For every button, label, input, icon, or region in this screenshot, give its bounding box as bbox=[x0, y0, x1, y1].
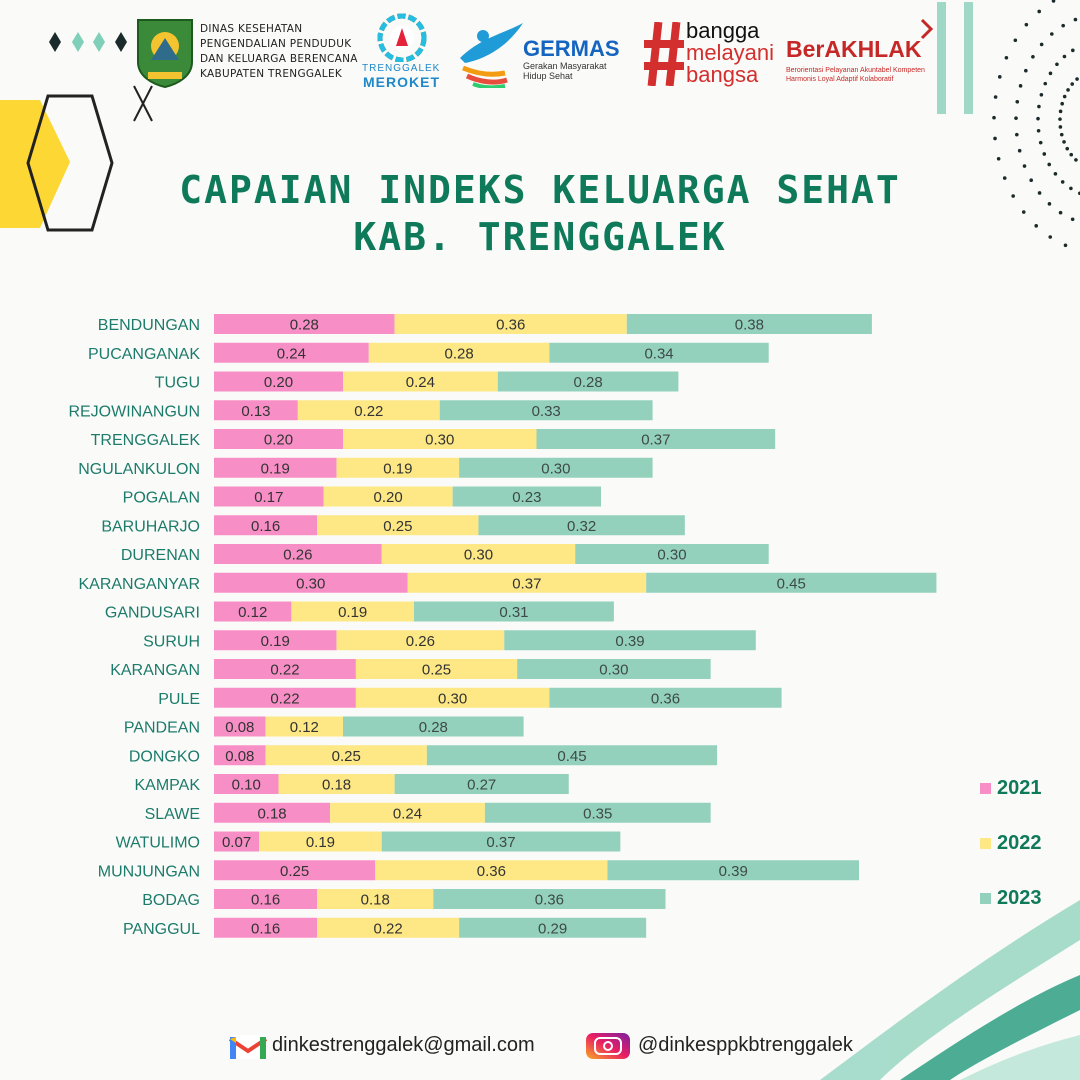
data-label-2021: 0.18 bbox=[257, 805, 287, 823]
category-label: TUGU bbox=[154, 374, 200, 392]
legend-label-2022: 2022 bbox=[997, 832, 1042, 854]
data-label-2023: 0.30 bbox=[599, 661, 629, 679]
data-label-2021: 0.16 bbox=[250, 891, 281, 909]
berakhlak-title: BerAKHLAK bbox=[786, 36, 922, 62]
data-label-2023: 0.32 bbox=[567, 517, 597, 535]
category-label: PUCANGANAK bbox=[87, 345, 200, 363]
category-label: WATULIMO bbox=[115, 834, 200, 852]
data-label-2021: 0.12 bbox=[238, 604, 268, 621]
data-label-2021: 0.22 bbox=[270, 661, 300, 679]
category-label: TRENGGALEK bbox=[90, 432, 200, 449]
agency-line: KABUPATEN TRENGGALEK bbox=[200, 68, 343, 80]
category-label: PULE bbox=[158, 690, 200, 708]
data-label-2023: 0.28 bbox=[573, 374, 603, 391]
instagram-icon bbox=[584, 1031, 632, 1061]
data-label-2021: 0.10 bbox=[231, 776, 261, 794]
data-label-2022: 0.24 bbox=[392, 805, 423, 823]
category-label: SURUH bbox=[143, 633, 200, 651]
category-label: PANDEAN bbox=[123, 719, 200, 737]
legend-swatch-2022 bbox=[980, 838, 991, 849]
data-label-2022: 0.36 bbox=[496, 316, 526, 334]
data-label-2022: 0.36 bbox=[476, 862, 506, 880]
data-label-2021: 0.13 bbox=[241, 402, 271, 420]
berakhlak-sub1: Berorientasi Pelayanan Akuntabel Kompeten bbox=[786, 67, 925, 74]
category-label: SLAWE bbox=[144, 805, 200, 823]
category-label: BENDUNGAN bbox=[97, 317, 200, 334]
category-label: DURENAN bbox=[120, 547, 200, 564]
data-label-2022: 0.19 bbox=[338, 604, 368, 621]
data-label-2023: 0.30 bbox=[541, 460, 571, 478]
data-label-2023: 0.23 bbox=[512, 489, 542, 506]
agency-line: DAN KELUARGA BERENCANA bbox=[200, 53, 358, 65]
category-label: BARUHARJO bbox=[101, 518, 200, 536]
data-label-2022: 0.25 bbox=[383, 517, 413, 535]
data-label-2022: 0.37 bbox=[512, 575, 542, 593]
data-label-2021: 0.25 bbox=[280, 862, 310, 880]
data-label-2023: 0.45 bbox=[557, 747, 587, 765]
category-label: GANDUSARI bbox=[104, 604, 200, 622]
legend-label-2023: 2023 bbox=[997, 887, 1042, 909]
germas-title: GERMAS bbox=[523, 36, 620, 61]
data-label-2022: 0.18 bbox=[321, 776, 352, 794]
data-label-2021: 0.16 bbox=[250, 920, 281, 938]
data-label-2022: 0.24 bbox=[405, 374, 436, 391]
data-label-2022: 0.20 bbox=[373, 489, 403, 506]
berakhlak-sub2: Harmonis Loyal Adaptif Kolaboratif bbox=[786, 76, 894, 83]
data-label-2023: 0.28 bbox=[418, 719, 448, 736]
bangga-line3: bangsa bbox=[686, 62, 759, 87]
footer-email: dinkestrenggalek@gmail.com bbox=[272, 1034, 535, 1056]
category-label: POGALAN bbox=[122, 489, 200, 507]
data-label-2023: 0.39 bbox=[615, 632, 645, 650]
category-label: PANGGUL bbox=[122, 920, 200, 938]
data-label-2022: 0.22 bbox=[354, 402, 384, 420]
category-label: DONGKO bbox=[128, 748, 200, 766]
data-label-2021: 0.17 bbox=[254, 489, 284, 506]
data-label-2023: 0.34 bbox=[644, 345, 674, 363]
data-label-2023: 0.31 bbox=[499, 604, 529, 621]
category-label: REJOWINANGUN bbox=[68, 403, 200, 421]
data-label-2023: 0.29 bbox=[538, 920, 568, 938]
data-label-2022: 0.18 bbox=[360, 891, 390, 909]
category-label: NGULANKULON bbox=[78, 460, 200, 478]
category-label: BODAG bbox=[142, 892, 200, 909]
data-label-2021: 0.19 bbox=[260, 460, 290, 478]
data-label-2022: 0.30 bbox=[438, 690, 468, 708]
legend-swatch-2021 bbox=[980, 783, 991, 794]
category-label: KARANGAN bbox=[110, 662, 200, 679]
data-label-2022: 0.25 bbox=[421, 661, 452, 679]
data-label-2023: 0.39 bbox=[718, 862, 748, 880]
data-label-2021: 0.24 bbox=[276, 345, 307, 363]
data-label-2021: 0.20 bbox=[263, 374, 294, 391]
agency-line: PENGENDALIAN PENDUDUK bbox=[200, 38, 352, 50]
footer-instagram: @dinkesppkbtrenggalek bbox=[638, 1034, 853, 1056]
category-label: KARANGANYAR bbox=[78, 575, 200, 593]
category-label: KAMPAK bbox=[134, 777, 200, 794]
data-label-2023: 0.36 bbox=[534, 891, 565, 909]
data-label-2023: 0.27 bbox=[467, 776, 497, 794]
data-label-2021: 0.20 bbox=[263, 431, 294, 449]
data-label-2021: 0.22 bbox=[270, 690, 300, 708]
data-label-2023: 0.36 bbox=[650, 690, 681, 708]
agency-line: DINAS KESEHATAN bbox=[200, 23, 303, 35]
data-label-2022: 0.19 bbox=[305, 834, 336, 851]
data-label-2021: 0.07 bbox=[221, 834, 252, 851]
legend-swatch-2023 bbox=[980, 893, 991, 904]
data-label-2023: 0.37 bbox=[486, 834, 516, 851]
data-label-2023: 0.30 bbox=[657, 546, 687, 564]
category-label: MUNJUNGAN bbox=[97, 863, 200, 881]
meroket-bottom-text: MEROKET bbox=[363, 74, 440, 90]
data-label-2022: 0.25 bbox=[331, 747, 361, 765]
data-label-2022: 0.22 bbox=[373, 920, 403, 938]
data-label-2021: 0.19 bbox=[260, 632, 290, 650]
data-label-2021: 0.08 bbox=[225, 719, 255, 736]
germas-sub2: Hidup Sehat bbox=[523, 71, 573, 81]
data-label-2021: 0.26 bbox=[283, 546, 313, 564]
data-label-2021: 0.16 bbox=[250, 517, 281, 535]
chart-title-line1: CAPAIAN INDEKS KELUARGA SEHAT bbox=[179, 168, 901, 212]
bangga-line2: melayani bbox=[686, 40, 775, 65]
legend-label-2021: 2021 bbox=[997, 777, 1042, 799]
data-label-2022: 0.19 bbox=[383, 460, 413, 478]
data-label-2023: 0.37 bbox=[641, 431, 671, 449]
data-label-2022: 0.26 bbox=[405, 632, 436, 650]
data-label-2023: 0.38 bbox=[734, 316, 764, 334]
data-label-2022: 0.30 bbox=[425, 431, 455, 449]
data-label-2021: 0.30 bbox=[296, 575, 326, 593]
data-label-2021: 0.28 bbox=[289, 316, 319, 334]
gmail-icon bbox=[228, 1031, 268, 1061]
data-label-2021: 0.08 bbox=[225, 747, 255, 765]
data-label-2022: 0.30 bbox=[463, 546, 494, 564]
data-label-2022: 0.12 bbox=[289, 719, 319, 736]
germas-sub1: Gerakan Masyarakat bbox=[523, 61, 607, 71]
data-label-2023: 0.35 bbox=[583, 805, 613, 823]
data-label-2023: 0.33 bbox=[531, 402, 561, 420]
data-label-2023: 0.45 bbox=[776, 575, 806, 593]
chart-title-line2: KAB. TRENGGALEK bbox=[353, 215, 727, 259]
data-label-2022: 0.28 bbox=[444, 345, 474, 363]
meroket-top-text: TRENGGALEK bbox=[362, 63, 441, 74]
bangga-line1: bangga bbox=[686, 18, 760, 43]
